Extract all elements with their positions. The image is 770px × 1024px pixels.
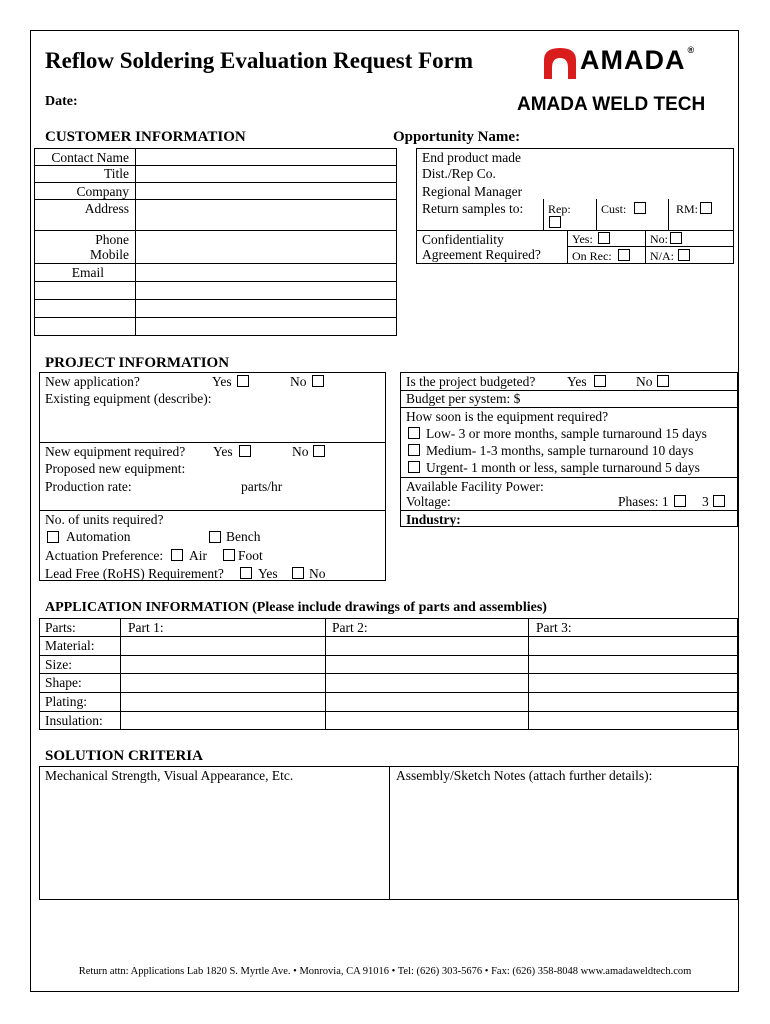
parts-row-label: Parts:: [45, 620, 76, 635]
parts-hr-label: parts/hr: [241, 479, 283, 494]
budgeted-yes-label: Yes: [567, 374, 587, 389]
phase-3-checkbox[interactable]: [713, 495, 725, 507]
on-rec-label: On Rec:: [572, 249, 612, 263]
conf-no-checkbox[interactable]: [670, 232, 682, 244]
lead-free-no-label: No: [309, 566, 326, 581]
conf-yes-label: Yes:: [572, 232, 593, 246]
dist-rep-label: Dist./Rep Co.: [422, 166, 496, 181]
logo-brand: AMADA: [580, 45, 686, 75]
date-label: Date:: [45, 94, 78, 109]
budgeted-no-checkbox[interactable]: [657, 375, 669, 387]
budgeted-yes-checkbox[interactable]: [594, 375, 606, 387]
shape-row-label: Shape:: [45, 675, 82, 690]
part-3-header: Part 3:: [536, 620, 572, 635]
form-title: Reflow Soldering Evaluation Request Form: [45, 48, 474, 73]
proposed-equipment-label: Proposed new equipment:: [45, 461, 186, 476]
foot-checkbox[interactable]: [223, 549, 235, 561]
title-label: Title: [103, 166, 129, 181]
voltage-label: Voltage:: [406, 494, 451, 509]
address-field[interactable]: [136, 200, 396, 229]
industry-label: Industry:: [406, 512, 461, 527]
phases-label: Phases: 1: [618, 494, 669, 509]
actuation-label: Actuation Preference:: [45, 548, 164, 563]
rep-checkbox[interactable]: [549, 216, 561, 228]
lead-free-yes-label: Yes: [258, 566, 278, 581]
registered-mark: ®: [687, 45, 696, 55]
phase-3-label: 3: [702, 494, 709, 509]
address-label: Address: [84, 201, 129, 216]
contact-name-field[interactable]: [136, 149, 396, 164]
new-equip-no-checkbox[interactable]: [313, 445, 325, 457]
urgent-label: Urgent- 1 month or less, sample turnaround 5 days: [426, 460, 700, 475]
rep-label: Rep:: [548, 202, 571, 216]
conf-yes-checkbox[interactable]: [598, 232, 610, 244]
lead-free-yes-checkbox[interactable]: [240, 567, 252, 579]
material-row-label: Material:: [45, 638, 95, 653]
new-equip-no-label: No: [292, 444, 309, 459]
phone-mobile-field[interactable]: [136, 231, 396, 262]
new-app-no-checkbox[interactable]: [312, 375, 324, 387]
regional-manager-label: Regional Manager: [422, 184, 523, 199]
cust-checkbox[interactable]: [634, 202, 646, 214]
existing-equipment-label: Existing equipment (describe):: [45, 391, 212, 406]
logo-wordmark: [580, 45, 695, 76]
lead-free-label: Lead Free (RoHS) Requirement?: [45, 566, 224, 581]
on-rec-checkbox[interactable]: [618, 249, 630, 261]
medium-checkbox[interactable]: [408, 444, 420, 456]
urgent-checkbox[interactable]: [408, 461, 420, 473]
bench-checkbox[interactable]: [209, 531, 221, 543]
new-equip-yes-checkbox[interactable]: [239, 445, 251, 457]
low-label: Low- 3 or more months, sample turnaround 15 days: [426, 426, 707, 441]
end-product-label: End product made: [422, 150, 521, 165]
company-field[interactable]: [136, 183, 396, 198]
new-equip-yes-label: Yes: [213, 444, 233, 459]
mobile-label: Mobile: [90, 247, 129, 262]
na-label: N/A:: [650, 249, 674, 263]
return-samples-label: Return samples to:: [422, 201, 524, 216]
low-checkbox[interactable]: [408, 427, 420, 439]
new-application-label: New application?: [45, 374, 140, 389]
confidentiality-label: Confidentiality: [422, 232, 504, 247]
sketch-notes-label: Assembly/Sketch Notes (attach further details):: [396, 768, 653, 783]
facility-power-label: Available Facility Power:: [406, 479, 544, 494]
air-checkbox[interactable]: [171, 549, 183, 561]
application-section-title: APPLICATION INFORMATION (Please include drawings of parts and assemblies): [45, 600, 547, 615]
automation-label: Automation: [66, 529, 131, 544]
air-label: Air: [189, 548, 207, 563]
production-rate-label: Production rate:: [45, 479, 132, 494]
medium-label: Medium- 1-3 months, sample turnaround 10 days: [426, 443, 694, 458]
opportunity-title: Opportunity Name:: [393, 129, 521, 145]
new-app-no-label: No: [290, 374, 307, 389]
title-field[interactable]: [136, 166, 396, 181]
agreement-required-label: Agreement Required?: [422, 247, 541, 262]
footer-address: Return attn: Applications Lab 1820 S. Myrtle Ave. • Monrovia, CA 91016 • Tel: (626) 303-5676 • Fax: (626) 358-8048 www.amadaweldtech.com: [78, 966, 692, 977]
insulation-row-label: Insulation:: [45, 713, 103, 728]
new-equipment-label: New equipment required?: [45, 444, 186, 459]
logo-tagline: AMADA WELD TECH: [517, 94, 706, 115]
automation-checkbox[interactable]: [47, 531, 59, 543]
mechanical-strength-label: Mechanical Strength, Visual Appearance, Etc.: [45, 768, 294, 783]
customer-section-title: CUSTOMER INFORMATION: [45, 129, 246, 145]
budgeted-label: Is the project budgeted?: [406, 374, 536, 389]
phase-1-checkbox[interactable]: [674, 495, 686, 507]
email-label: Email: [71, 265, 104, 280]
budget-label: Budget per system: $: [406, 391, 521, 406]
budgeted-no-label: No: [636, 374, 653, 389]
part-1-header: Part 1:: [128, 620, 164, 635]
bench-label: Bench: [226, 529, 261, 544]
sketch-notes-field[interactable]: [391, 786, 737, 898]
contact-name-label: Contact Name: [51, 150, 129, 165]
new-app-yes-label: Yes: [212, 374, 232, 389]
foot-label: Foot: [238, 548, 263, 563]
phone-label: Phone: [95, 232, 129, 247]
email-field[interactable]: [136, 264, 396, 280]
project-section-title: PROJECT INFORMATION: [45, 355, 230, 371]
rm-label: RM:: [676, 202, 699, 216]
solution-section-title: SOLUTION CRITERIA: [45, 748, 203, 764]
new-app-yes-checkbox[interactable]: [237, 375, 249, 387]
rm-checkbox[interactable]: [700, 202, 712, 214]
plating-row-label: Plating:: [45, 694, 88, 709]
how-soon-label: How soon is the equipment required?: [406, 409, 609, 424]
size-row-label: Size:: [45, 657, 72, 672]
company-label: Company: [76, 184, 129, 199]
conf-no-label: No:: [650, 232, 668, 246]
amada-logo-mark-icon: [543, 46, 577, 80]
lead-free-no-checkbox[interactable]: [292, 567, 304, 579]
cust-label: Cust:: [601, 202, 627, 216]
units-required-label: No. of units required?: [45, 512, 164, 527]
mechanical-strength-field[interactable]: [40, 786, 388, 898]
na-checkbox[interactable]: [678, 249, 690, 261]
part-2-header: Part 2:: [332, 620, 368, 635]
